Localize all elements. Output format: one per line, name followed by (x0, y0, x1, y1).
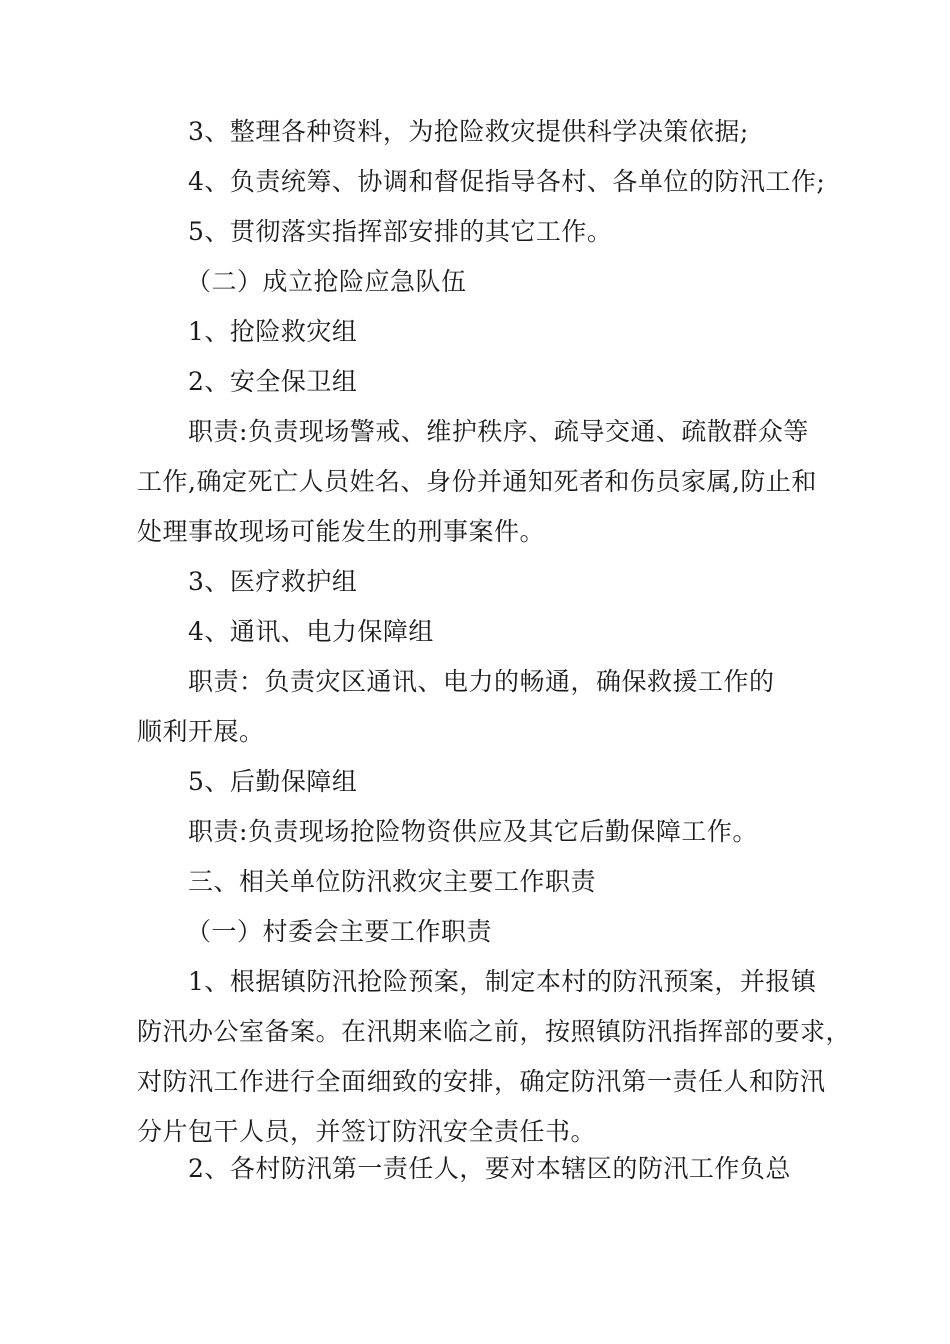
section-heading: （一）村委会主要工作职责 (186, 917, 493, 946)
text-line: 防汛办公室备案。在汛期来临之前，按照镇防汛指挥部的要求， (137, 1017, 852, 1046)
text-line: 5、后勤保障组 (188, 767, 358, 796)
text-line: 顺利开展。 (137, 717, 265, 746)
text-line: 处理事故现场可能发生的刑事案件。 (137, 517, 546, 546)
text-line: 3、整理各种资料，为抢险救灾提供科学决策依据; (188, 117, 749, 146)
section-heading: （二）成立抢险应急队伍 (186, 267, 467, 296)
text-line: 3、医疗救护组 (188, 567, 358, 596)
text-line: 对防汛工作进行全面细致的安排，确定防汛第一责任人和防汛 (137, 1067, 826, 1096)
text-line: 1、抢险救灾组 (188, 317, 358, 346)
text-line: 分片包干人员，并签订防汛安全责任书。 (137, 1117, 597, 1146)
text-line: 1、根据镇防汛抢险预案，制定本村的防汛预案，并报镇 (188, 967, 817, 996)
text-line: 职责:负责现场抢险物资供应及其它后勤保障工作。 (188, 817, 758, 846)
text-line: 职责:负责现场警戒、维护秩序、疏导交通、疏散群众等 (188, 417, 809, 446)
section-heading: 三、相关单位防汛救灾主要工作职责 (188, 867, 597, 896)
text-line: 4、负责统筹、协调和督促指导各村、各单位的防汛工作; (188, 167, 826, 196)
text-line: 4、通讯、电力保障组 (188, 617, 434, 646)
text-line: 5、贯彻落实指挥部安排的其它工作。 (188, 217, 613, 246)
text-line: 2、安全保卫组 (188, 367, 358, 396)
text-line: 职责：负责灾区通讯、电力的畅通，确保救援工作的 (188, 667, 775, 696)
text-line: 2、各村防汛第一责任人，要对本辖区的防汛工作负总 (188, 1154, 791, 1183)
text-line: 工作,确定死亡人员姓名、身份并通知死者和伤员家属,防止和 (137, 467, 817, 496)
